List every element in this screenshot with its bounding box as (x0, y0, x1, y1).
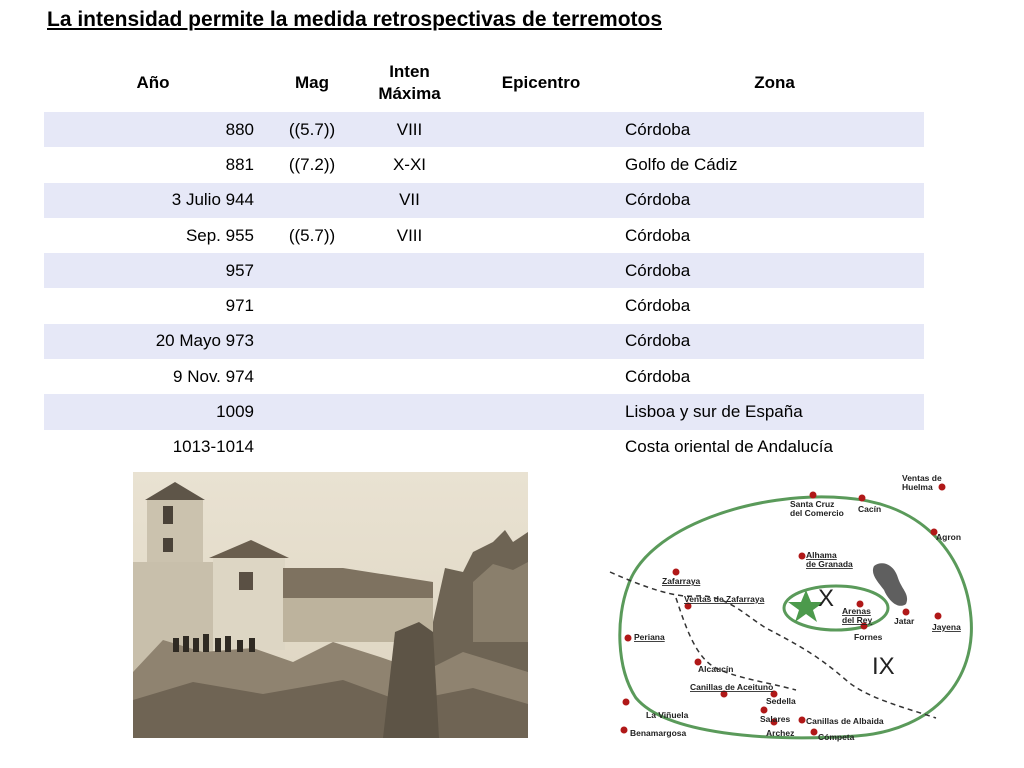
town-label: Periana (634, 632, 665, 642)
table-row (44, 288, 924, 323)
cell-intensidad: X-XI (362, 147, 457, 182)
town-label: del Comercio (790, 508, 844, 518)
zone-x-label: X (818, 585, 835, 612)
town-label: Huelma (902, 482, 933, 492)
town-label: Santa Cruz (790, 499, 835, 509)
cell-ano: 1013-1014 (44, 430, 262, 465)
cell-zona: Golfo de Cádiz (625, 147, 924, 182)
header-zona: Zona (625, 54, 924, 112)
earthquake-table (44, 54, 924, 465)
cell-intensidad (362, 253, 457, 288)
cell-epicentro (457, 218, 625, 253)
cell-epicentro (457, 183, 625, 218)
town-label: Zafarraya (662, 576, 701, 586)
town-dot (621, 727, 628, 734)
town-dot (811, 729, 818, 736)
town-label: de Granada (806, 559, 853, 569)
slide-title: La intensidad permite la medida retrospectivas de terremotos (47, 8, 663, 31)
cell-zona: Lisboa y sur de España (625, 394, 924, 429)
cell-intensidad: VIII (362, 218, 457, 253)
cell-ano: 881 (44, 147, 262, 182)
header-mag: Mag (262, 54, 362, 112)
cell-epicentro (457, 253, 625, 288)
town-dot (673, 569, 680, 576)
table-row (44, 147, 924, 182)
cell-mag (262, 359, 362, 394)
town-label: Alcaucín (698, 664, 734, 674)
cell-mag (262, 183, 362, 218)
cell-epicentro (457, 147, 625, 182)
town-label: Agron (936, 532, 962, 542)
town-dot (939, 484, 946, 491)
table-header-row (44, 54, 924, 112)
town-label: Cacín (858, 504, 882, 514)
town-label: Ventas de Zafarraya (684, 594, 765, 604)
cell-ano: 3 Julio 944 (44, 183, 262, 218)
cell-zona: Córdoba (625, 288, 924, 323)
town-dot (623, 699, 630, 706)
town-dot (625, 635, 632, 642)
white-house (209, 540, 289, 650)
town-label: Cómpeta (818, 732, 855, 742)
town-label: Jayena (932, 622, 961, 632)
town-dot (799, 553, 806, 560)
cell-intensidad: VII (362, 183, 457, 218)
cell-epicentro (457, 324, 625, 359)
table-row (44, 324, 924, 359)
town-dot (799, 717, 806, 724)
town-label: del Rey (842, 615, 873, 625)
cell-ano: 1009 (44, 394, 262, 429)
table-row (44, 394, 924, 429)
table-row (44, 253, 924, 288)
town-label: Canillas de Aceituno (690, 682, 774, 692)
town-dot (903, 609, 910, 616)
cell-zona: Costa oriental de Andalucía (625, 430, 924, 465)
zone-ix-label: IX (872, 653, 895, 680)
cell-zona: Córdoba (625, 324, 924, 359)
dark-blob-icon (873, 563, 907, 606)
town-dot (810, 492, 817, 499)
cell-zona: Córdoba (625, 253, 924, 288)
town-dot (761, 707, 768, 714)
damaged-village-photo (133, 472, 528, 738)
cell-epicentro (457, 359, 625, 394)
town-dot (935, 613, 942, 620)
cell-epicentro (457, 430, 625, 465)
cell-zona: Córdoba (625, 183, 924, 218)
town-label: Archez (766, 728, 795, 738)
cell-zona: Córdoba (625, 218, 924, 253)
cell-ano: 880 (44, 112, 262, 147)
table-row (44, 183, 924, 218)
table-row (44, 112, 924, 147)
cell-mag: ((5.7)) (262, 218, 362, 253)
cell-ano: 957 (44, 253, 262, 288)
header-epicentro: Epicentro (457, 54, 625, 112)
cell-ano: Sep. 955 (44, 218, 262, 253)
table-row (44, 430, 924, 465)
cell-epicentro (457, 112, 625, 147)
town-label: Sedella (766, 696, 796, 706)
road-dashed-2 (676, 598, 796, 690)
town-label: Jatar (894, 616, 915, 626)
isoseismal-map (606, 468, 990, 746)
table-row (44, 359, 924, 394)
cell-intensidad (362, 430, 457, 465)
cell-epicentro (457, 288, 625, 323)
cell-intensidad: VIII (362, 112, 457, 147)
cell-zona: Córdoba (625, 112, 924, 147)
cell-mag: ((7.2)) (262, 147, 362, 182)
town-label: Salares (760, 714, 791, 724)
cell-mag (262, 253, 362, 288)
cell-ano: 971 (44, 288, 262, 323)
cell-epicentro (457, 394, 625, 429)
town-label: Canillas de Albaida (806, 716, 884, 726)
header-ano: Año (44, 54, 262, 112)
cell-ano: 9 Nov. 974 (44, 359, 262, 394)
town-label: Ventas de (902, 473, 942, 483)
town-dot (859, 495, 866, 502)
header-inten-line1: Inten (389, 62, 430, 81)
cell-mag (262, 430, 362, 465)
cell-intensidad (362, 394, 457, 429)
town-label: La Viñuela (646, 710, 689, 720)
cell-zona: Córdoba (625, 359, 924, 394)
header-intensidad (362, 54, 457, 112)
town-label: Arenas (842, 606, 871, 616)
cell-mag (262, 394, 362, 429)
town-label: Fornes (854, 632, 883, 642)
cell-mag (262, 288, 362, 323)
cell-intensidad (362, 288, 457, 323)
table-row (44, 218, 924, 253)
header-inten-line2: Máxima (378, 84, 441, 103)
town-label: Alhama (806, 550, 837, 560)
cell-mag (262, 324, 362, 359)
town-label: Benamargosa (630, 728, 687, 738)
cell-mag: ((5.7)) (262, 112, 362, 147)
cell-ano: 20 Mayo 973 (44, 324, 262, 359)
cell-intensidad (362, 324, 457, 359)
cell-intensidad (362, 359, 457, 394)
